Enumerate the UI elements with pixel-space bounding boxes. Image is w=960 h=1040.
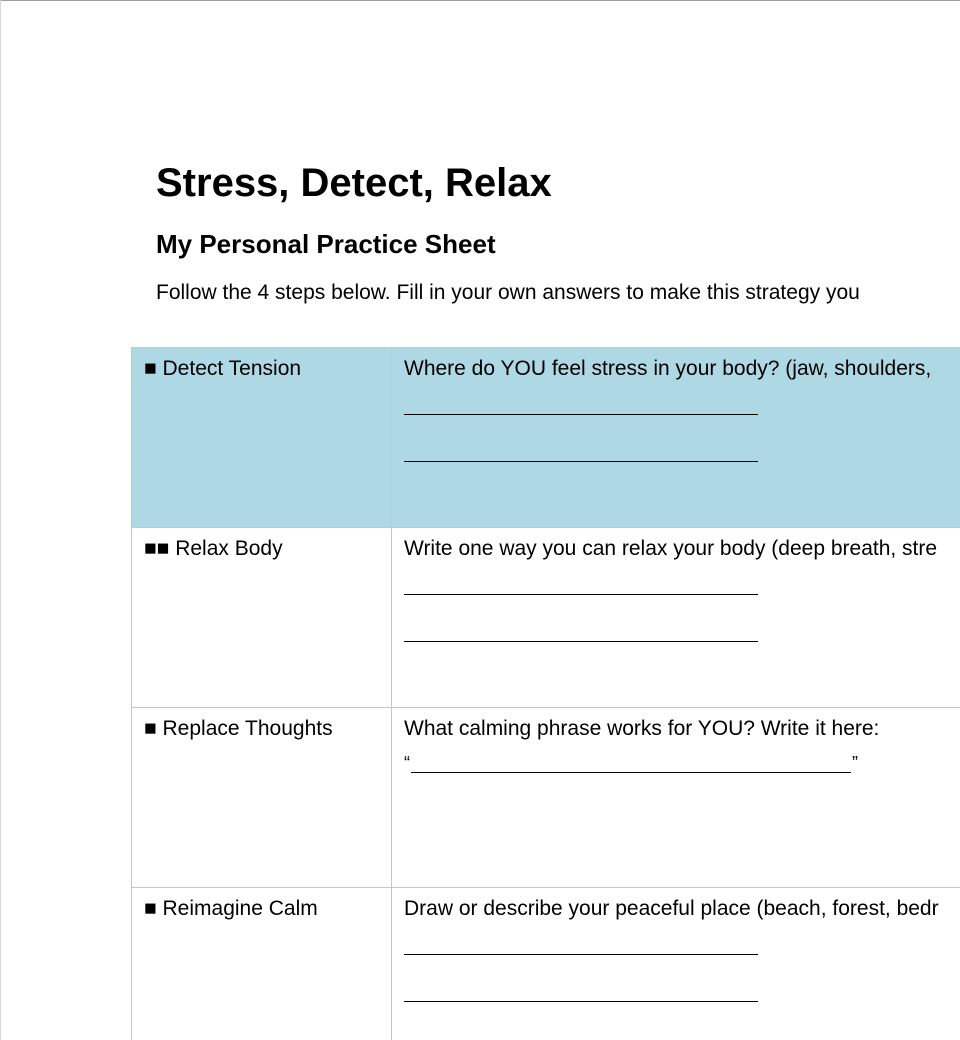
- step-prompt-cell: [392, 348, 960, 528]
- step-label: ■ Reimagine Calm: [144, 897, 318, 920]
- step-label-cell: [132, 528, 392, 708]
- step-row-reimagine-calm: [132, 888, 960, 1040]
- step-prompt-cell: [392, 708, 960, 888]
- step-prompt: Where do YOU feel stress in your body? (jaw, shoulders,: [404, 357, 932, 380]
- step-prompt: Write one way you can relax your body (deep breath, stre: [404, 537, 938, 560]
- page-title: Stress, Detect, Relax: [156, 161, 552, 205]
- step-row-replace-thoughts: [132, 708, 960, 888]
- step-row-relax-body: [132, 528, 960, 708]
- answer-blank-line[interactable]: [404, 641, 758, 642]
- answer-blank-line[interactable]: [404, 594, 758, 595]
- page-subtitle: My Personal Practice Sheet: [156, 229, 496, 259]
- step-prompt: Draw or describe your peaceful place (beach, forest, bedr: [404, 897, 939, 920]
- answer-blank-line[interactable]: [404, 954, 758, 955]
- steps-table: [131, 347, 960, 1040]
- step-prompt-cell: [392, 888, 960, 1040]
- step-label-cell: [132, 708, 392, 888]
- step-label-cell: [132, 348, 392, 528]
- step-label: ■■ Relax Body: [144, 537, 283, 560]
- answer-blank-line[interactable]: [404, 1001, 758, 1002]
- step-label: ■ Replace Thoughts: [144, 717, 333, 740]
- step-prompt-cell: [392, 528, 960, 708]
- answer-blank-line: [411, 772, 851, 773]
- intro-text: Follow the 4 steps below. Fill in your own answers to make this strategy you: [156, 281, 860, 304]
- open-quote-mark: “: [404, 753, 410, 773]
- step-label: ■ Detect Tension: [144, 357, 302, 380]
- step-row-detect-tension: [132, 348, 960, 528]
- quote-answer-field[interactable]: [404, 750, 960, 780]
- answer-blank-line[interactable]: [404, 414, 758, 415]
- page-top-border: [0, 0, 960, 1]
- step-label-cell: [132, 888, 392, 1040]
- close-quote-mark: ”: [852, 753, 858, 773]
- answer-blank-line[interactable]: [404, 461, 758, 462]
- page-left-border: [0, 0, 1, 1040]
- step-prompt: What calming phrase works for YOU? Write it here:: [404, 717, 880, 740]
